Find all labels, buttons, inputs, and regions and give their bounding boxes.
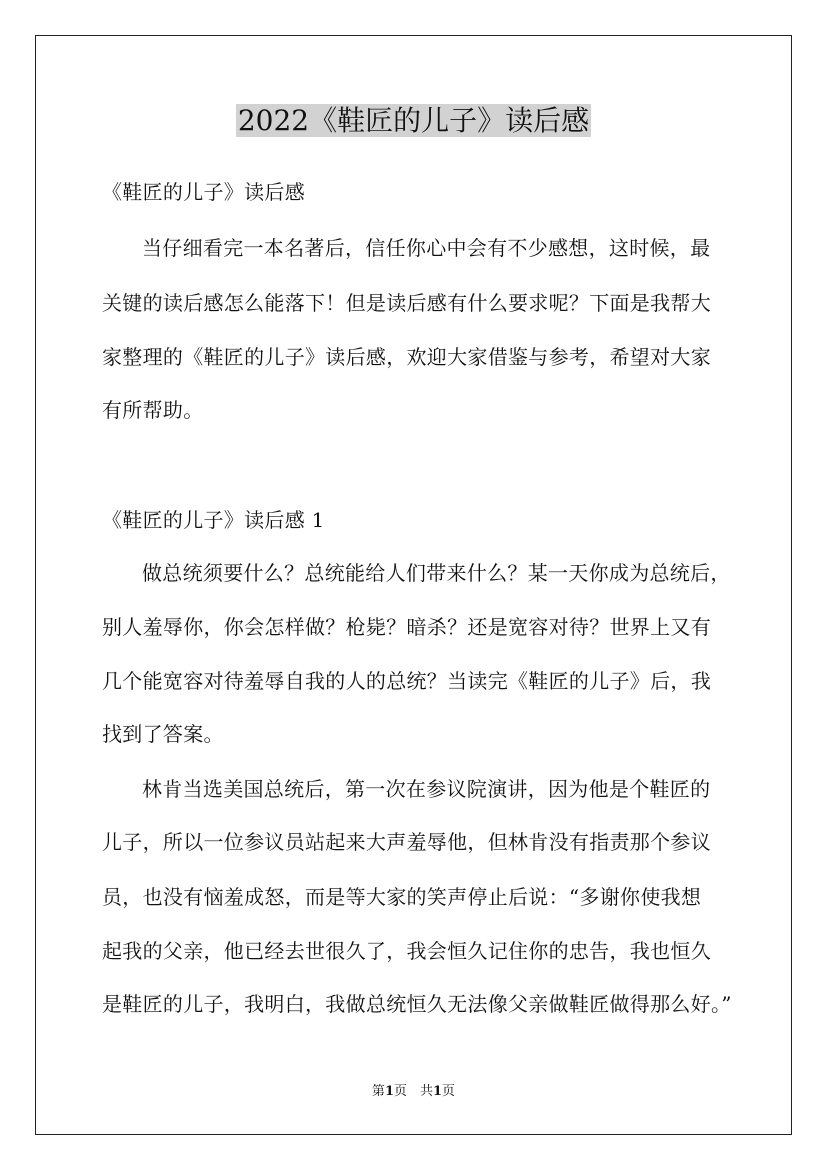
paragraph-line: 找到了答案。	[102, 722, 224, 746]
document-title-text: 2022《鞋匠的儿子》读后感	[237, 104, 590, 137]
paragraph-line: 做总统须要什么？总统能给人们带来什么？某一天你成为总统后，	[142, 561, 731, 585]
document-subtitle: 《鞋匠的儿子》读后感	[102, 180, 305, 204]
total-suffix: 页	[442, 1084, 456, 1099]
page-number: 1	[384, 1084, 394, 1099]
paragraph-line: 几个能宽容对待羞辱自我的人的总统？当读完《鞋匠的儿子》后，我	[102, 669, 711, 693]
page-suffix: 页 共	[393, 1084, 433, 1099]
paragraph-line: 林肯当选美国总统后，第一次在参议院演讲，因为他是个鞋匠的	[142, 777, 711, 801]
page-footer	[0, 1082, 827, 1102]
paragraph-line: 起我的父亲，他已经去世很久了，我会恒久记住你的忠告，我也恒久	[102, 939, 711, 963]
total-pages: 1	[433, 1084, 443, 1099]
section-heading: 《鞋匠的儿子》读后感 1	[102, 508, 325, 532]
paragraph-line: 别人羞辱你，你会怎样做？枪毙？暗杀？还是宽容对待？世界上又有	[102, 615, 711, 639]
intro-line: 当仔细看完一本名著后，信任你心中会有不少感想，这时候，最	[142, 236, 711, 260]
intro-line: 有所帮助。	[102, 398, 204, 422]
intro-line: 家整理的《鞋匠的儿子》读后感，欢迎大家借鉴与参考，希望对大家	[102, 345, 711, 369]
paragraph-line: 儿子，所以一位参议员站起来大声羞辱他，但林肯没有指责那个参议	[102, 830, 711, 854]
paragraph-line: 是鞋匠的儿子，我明白，我做总统恒久无法像父亲做鞋匠做得那么好。”	[102, 992, 732, 1016]
intro-line: 关键的读后感怎么能落下！但是读后感有什么要求呢？下面是我帮大	[102, 291, 711, 315]
page-prefix: 第	[371, 1084, 385, 1099]
paragraph-line: 员，也没有恼羞成怒，而是等大家的笑声停止后说：“多谢你使我想	[102, 885, 702, 909]
document-title	[0, 100, 827, 142]
